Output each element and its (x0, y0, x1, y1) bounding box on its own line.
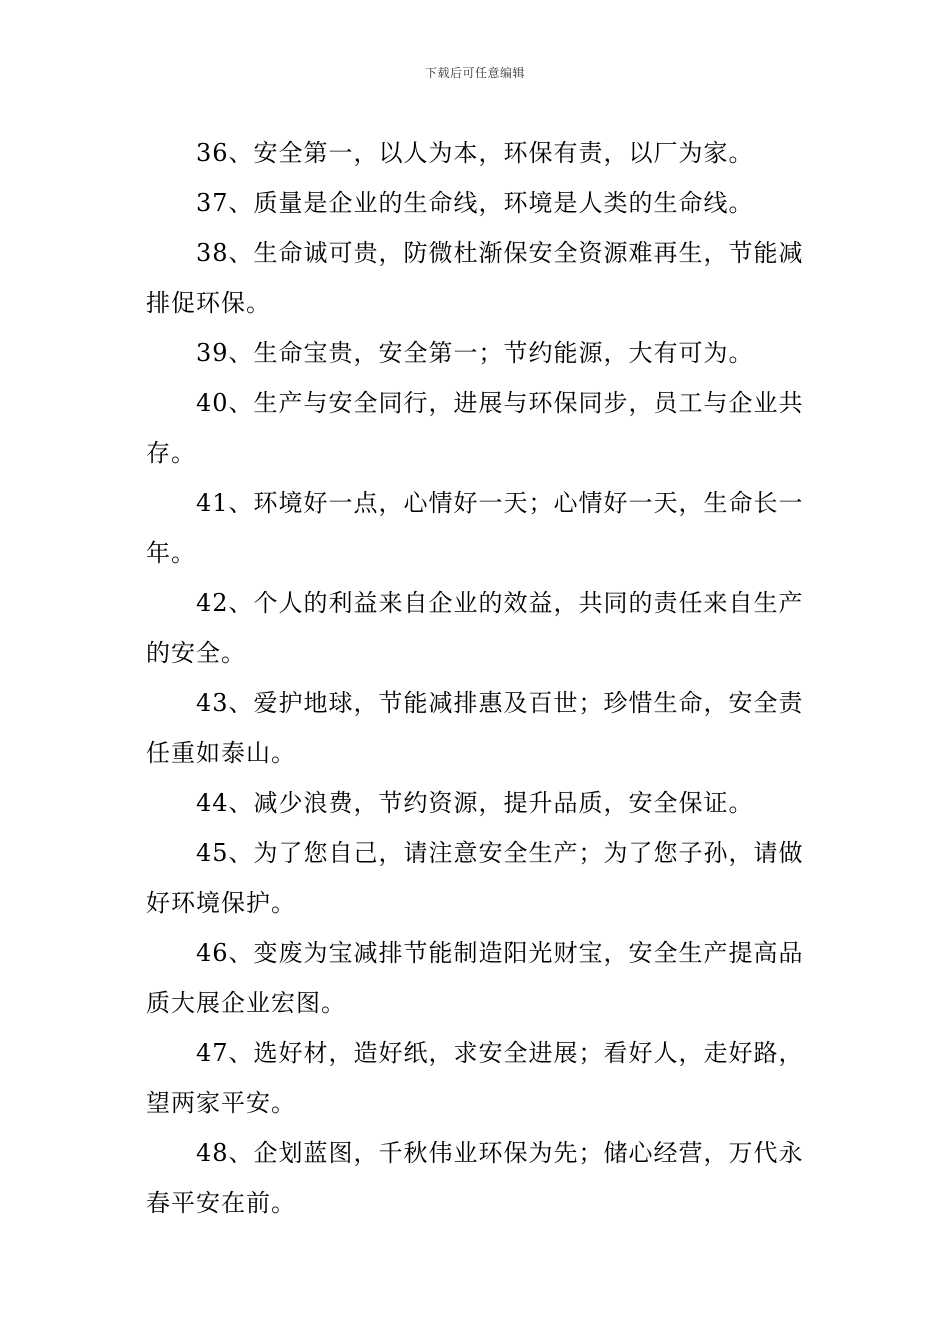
slogan-paragraph-38: 38、生命诚可贵，防微杜渐保安全资源难再生，节能减排促环保。 (146, 239, 804, 317)
slogan-paragraph-45: 45、为了您自己，请注意安全生产；为了您子孙，请做好环境保护。 (146, 839, 804, 917)
slogan-paragraph-41: 41、环境好一点，心情好一天；心情好一天，生命长一年。 (146, 489, 804, 567)
header-note: 下载后可任意编辑 (424, 66, 525, 80)
slogan-paragraph-39: 39、生命宝贵，安全第一；节约能源，大有可为。 (196, 339, 754, 367)
document-body (146, 128, 810, 1228)
slogan-paragraph-36: 36、安全第一，以人为本，环保有责，以厂为家。 (196, 139, 754, 167)
slogan-paragraph-44: 44、减少浪费，节约资源，提升品质，安全保证。 (196, 789, 754, 817)
slogan-paragraph-42: 42、个人的利益来自企业的效益，共同的责任来自生产的安全。 (146, 589, 804, 667)
slogan-paragraph-43: 43、爱护地球，节能减排惠及百世；珍惜生命，安全责任重如泰山。 (146, 689, 804, 767)
slogan-paragraph-47: 47、选好材，造好纸，求安全进展；看好人，走好路，望两家平安。 (146, 1039, 804, 1117)
slogan-paragraph-37: 37、质量是企业的生命线，环境是人类的生命线。 (196, 189, 754, 217)
slogan-paragraph-48: 48、企划蓝图，千秋伟业环保为先；储心经营，万代永春平安在前。 (146, 1139, 804, 1217)
slogan-paragraph-40: 40、生产与安全同行，进展与环保同步，员工与企业共存。 (146, 389, 804, 467)
slogan-paragraph-46: 46、变废为宝减排节能制造阳光财宝，安全生产提高品质大展企业宏图。 (146, 939, 804, 1017)
